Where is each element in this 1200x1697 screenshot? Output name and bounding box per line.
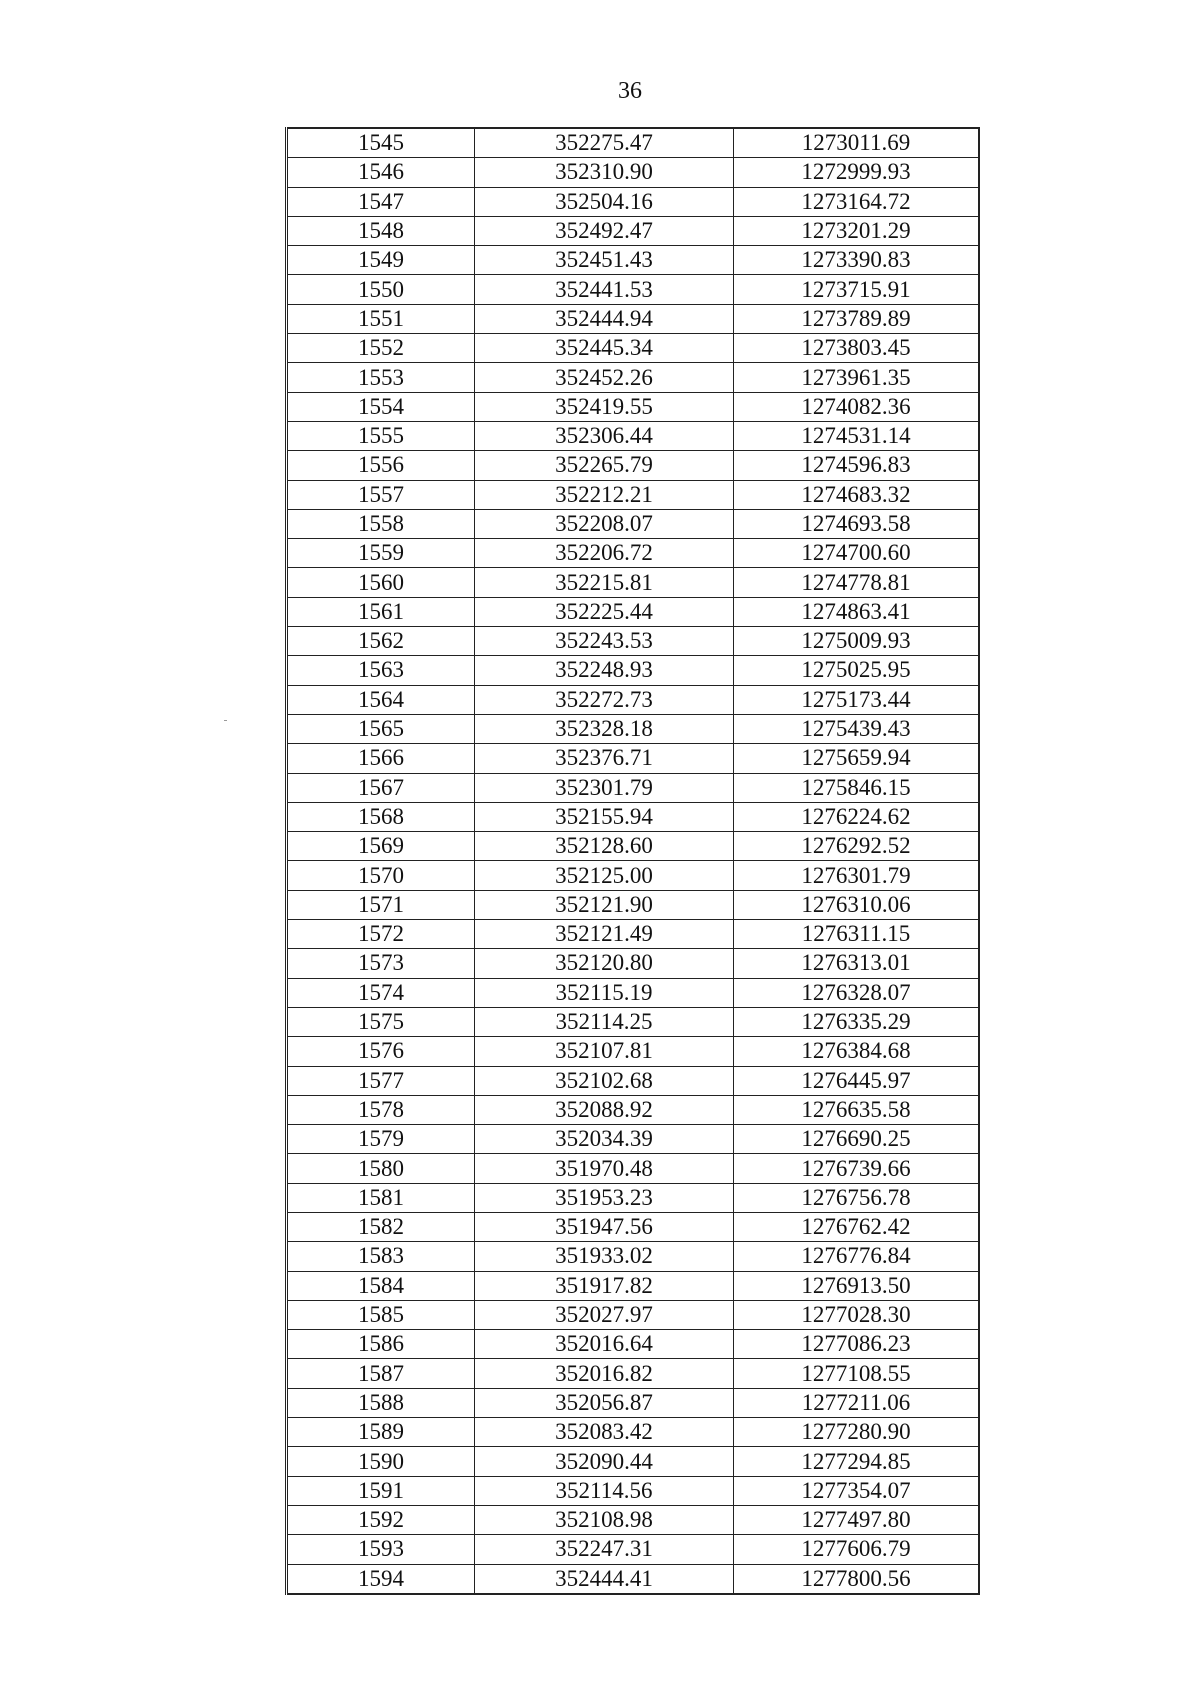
point-number-cell: 1564 [287,685,475,714]
x-coordinate-cell: 351917.82 [475,1271,734,1300]
x-coordinate-cell: 352016.64 [475,1330,734,1359]
scan-mark [224,720,227,721]
table-row [287,216,980,245]
y-coordinate-cell: 1277108.55 [734,1359,980,1388]
x-coordinate-cell: 352441.53 [475,275,734,304]
y-coordinate-cell: 1273715.91 [734,275,980,304]
table-row [287,714,980,743]
y-coordinate-cell: 1277028.30 [734,1300,980,1329]
point-number-cell: 1550 [287,275,475,304]
y-coordinate-cell: 1277086.23 [734,1330,980,1359]
table-row [287,1066,980,1095]
x-coordinate-cell: 352034.39 [475,1125,734,1154]
point-number-cell: 1546 [287,158,475,187]
point-number-cell: 1548 [287,216,475,245]
point-number-cell: 1565 [287,714,475,743]
coordinate-table [285,127,980,1595]
point-number-cell: 1593 [287,1535,475,1564]
table-row [287,1564,980,1594]
y-coordinate-cell: 1273201.29 [734,216,980,245]
x-coordinate-cell: 352444.94 [475,304,734,333]
x-coordinate-cell: 351970.48 [475,1154,734,1183]
x-coordinate-cell: 352248.93 [475,656,734,685]
x-coordinate-cell: 352056.87 [475,1388,734,1417]
point-number-cell: 1568 [287,802,475,831]
table-row [287,1300,980,1329]
x-coordinate-cell: 351953.23 [475,1183,734,1212]
point-number-cell: 1590 [287,1447,475,1476]
point-number-cell: 1576 [287,1037,475,1066]
x-coordinate-cell: 352419.55 [475,392,734,421]
y-coordinate-cell: 1276635.58 [734,1095,980,1124]
point-number-cell: 1589 [287,1418,475,1447]
x-coordinate-cell: 352208.07 [475,509,734,538]
x-coordinate-cell: 352225.44 [475,597,734,626]
table-row [287,1418,980,1447]
table-row [287,1476,980,1505]
table-row [287,1212,980,1241]
y-coordinate-cell: 1273011.69 [734,128,980,158]
y-coordinate-cell: 1277280.90 [734,1418,980,1447]
point-number-cell: 1552 [287,334,475,363]
y-coordinate-cell: 1274531.14 [734,421,980,450]
x-coordinate-cell: 352128.60 [475,832,734,861]
table-row [287,421,980,450]
table-row [287,128,980,158]
table-row [287,861,980,890]
x-coordinate-cell: 352376.71 [475,744,734,773]
x-coordinate-cell: 352027.97 [475,1300,734,1329]
table-row [287,978,980,1007]
y-coordinate-cell: 1276690.25 [734,1125,980,1154]
point-number-cell: 1553 [287,363,475,392]
x-coordinate-cell: 352306.44 [475,421,734,450]
x-coordinate-cell: 352301.79 [475,773,734,802]
table-row [287,246,980,275]
y-coordinate-cell: 1274596.83 [734,451,980,480]
table-row [287,627,980,656]
table-row [287,1125,980,1154]
point-number-cell: 1547 [287,187,475,216]
x-coordinate-cell: 352102.68 [475,1066,734,1095]
x-coordinate-cell: 352243.53 [475,627,734,656]
table-row [287,1183,980,1212]
y-coordinate-cell: 1275173.44 [734,685,980,714]
x-coordinate-cell: 352120.80 [475,949,734,978]
table-row [287,1505,980,1534]
point-number-cell: 1592 [287,1505,475,1534]
x-coordinate-cell: 352275.47 [475,128,734,158]
x-coordinate-cell: 352114.56 [475,1476,734,1505]
x-coordinate-cell: 352121.49 [475,920,734,949]
y-coordinate-cell: 1275659.94 [734,744,980,773]
page-number: 36 [618,78,642,104]
y-coordinate-cell: 1275009.93 [734,627,980,656]
table-row [287,597,980,626]
point-number-cell: 1591 [287,1476,475,1505]
point-number-cell: 1549 [287,246,475,275]
y-coordinate-cell: 1277294.85 [734,1447,980,1476]
point-number-cell: 1574 [287,978,475,1007]
table-row [287,275,980,304]
point-number-cell: 1558 [287,509,475,538]
point-number-cell: 1577 [287,1066,475,1095]
table-row [287,949,980,978]
x-coordinate-cell: 352452.26 [475,363,734,392]
point-number-cell: 1570 [287,861,475,890]
table-row [287,1037,980,1066]
y-coordinate-cell: 1276335.29 [734,1007,980,1036]
table-row [287,392,980,421]
table-row [287,1447,980,1476]
y-coordinate-cell: 1277211.06 [734,1388,980,1417]
y-coordinate-cell: 1276739.66 [734,1154,980,1183]
y-coordinate-cell: 1273961.35 [734,363,980,392]
x-coordinate-cell: 352125.00 [475,861,734,890]
x-coordinate-cell: 352107.81 [475,1037,734,1066]
x-coordinate-cell: 352444.41 [475,1564,734,1594]
table-row [287,363,980,392]
y-coordinate-cell: 1274693.58 [734,509,980,538]
y-coordinate-cell: 1276313.01 [734,949,980,978]
table-row [287,744,980,773]
table-row [287,451,980,480]
x-coordinate-cell: 351947.56 [475,1212,734,1241]
y-coordinate-cell: 1274778.81 [734,568,980,597]
y-coordinate-cell: 1276756.78 [734,1183,980,1212]
point-number-cell: 1554 [287,392,475,421]
y-coordinate-cell: 1276776.84 [734,1242,980,1271]
point-number-cell: 1575 [287,1007,475,1036]
point-number-cell: 1587 [287,1359,475,1388]
x-coordinate-cell: 352121.90 [475,890,734,919]
point-number-cell: 1561 [287,597,475,626]
table-row [287,1359,980,1388]
point-number-cell: 1555 [287,421,475,450]
y-coordinate-cell: 1276384.68 [734,1037,980,1066]
table-row [287,1535,980,1564]
table-row [287,656,980,685]
x-coordinate-cell: 352115.19 [475,978,734,1007]
point-number-cell: 1545 [287,128,475,158]
table-row [287,685,980,714]
point-number-cell: 1559 [287,539,475,568]
table-row [287,480,980,509]
table-row [287,1242,980,1271]
point-number-cell: 1563 [287,656,475,685]
y-coordinate-cell: 1276328.07 [734,978,980,1007]
y-coordinate-cell: 1277497.80 [734,1505,980,1534]
y-coordinate-cell: 1277606.79 [734,1535,980,1564]
point-number-cell: 1566 [287,744,475,773]
point-number-cell: 1571 [287,890,475,919]
point-number-cell: 1567 [287,773,475,802]
point-number-cell: 1581 [287,1183,475,1212]
y-coordinate-cell: 1274700.60 [734,539,980,568]
x-coordinate-cell: 352088.92 [475,1095,734,1124]
table-row [287,1271,980,1300]
y-coordinate-cell: 1276913.50 [734,1271,980,1300]
table-row [287,832,980,861]
table-row [287,187,980,216]
point-number-cell: 1578 [287,1095,475,1124]
y-coordinate-cell: 1274863.41 [734,597,980,626]
x-coordinate-cell: 352451.43 [475,246,734,275]
point-number-cell: 1562 [287,627,475,656]
x-coordinate-cell: 352445.34 [475,334,734,363]
x-coordinate-cell: 352247.31 [475,1535,734,1564]
table-row [287,334,980,363]
y-coordinate-cell: 1274683.32 [734,480,980,509]
x-coordinate-cell: 352206.72 [475,539,734,568]
point-number-cell: 1584 [287,1271,475,1300]
point-number-cell: 1586 [287,1330,475,1359]
point-number-cell: 1582 [287,1212,475,1241]
y-coordinate-cell: 1276310.06 [734,890,980,919]
table-row [287,1388,980,1417]
y-coordinate-cell: 1277354.07 [734,1476,980,1505]
y-coordinate-cell: 1274082.36 [734,392,980,421]
y-coordinate-cell: 1273390.83 [734,246,980,275]
point-number-cell: 1556 [287,451,475,480]
x-coordinate-cell: 352090.44 [475,1447,734,1476]
point-number-cell: 1580 [287,1154,475,1183]
table-row [287,802,980,831]
x-coordinate-cell: 352108.98 [475,1505,734,1534]
point-number-cell: 1573 [287,949,475,978]
y-coordinate-cell: 1275025.95 [734,656,980,685]
table-row [287,1154,980,1183]
table-row [287,304,980,333]
y-coordinate-cell: 1275439.43 [734,714,980,743]
table-row [287,158,980,187]
x-coordinate-cell: 352504.16 [475,187,734,216]
y-coordinate-cell: 1275846.15 [734,773,980,802]
y-coordinate-cell: 1276445.97 [734,1066,980,1095]
point-number-cell: 1557 [287,480,475,509]
y-coordinate-cell: 1276311.15 [734,920,980,949]
y-coordinate-cell: 1273789.89 [734,304,980,333]
x-coordinate-cell: 351933.02 [475,1242,734,1271]
table-row [287,890,980,919]
table-row [287,509,980,538]
table-row [287,1330,980,1359]
table-row [287,1095,980,1124]
y-coordinate-cell: 1273164.72 [734,187,980,216]
x-coordinate-cell: 352265.79 [475,451,734,480]
y-coordinate-cell: 1277800.56 [734,1564,980,1594]
table-row [287,568,980,597]
x-coordinate-cell: 352215.81 [475,568,734,597]
y-coordinate-cell: 1273803.45 [734,334,980,363]
x-coordinate-cell: 352310.90 [475,158,734,187]
x-coordinate-cell: 352328.18 [475,714,734,743]
point-number-cell: 1551 [287,304,475,333]
y-coordinate-cell: 1272999.93 [734,158,980,187]
y-coordinate-cell: 1276224.62 [734,802,980,831]
x-coordinate-cell: 352272.73 [475,685,734,714]
table-row [287,1007,980,1036]
point-number-cell: 1594 [287,1564,475,1594]
coordinate-table-body [287,128,980,1594]
point-number-cell: 1572 [287,920,475,949]
point-number-cell: 1579 [287,1125,475,1154]
y-coordinate-cell: 1276301.79 [734,861,980,890]
x-coordinate-cell: 352114.25 [475,1007,734,1036]
x-coordinate-cell: 352492.47 [475,216,734,245]
point-number-cell: 1560 [287,568,475,597]
table-row [287,920,980,949]
x-coordinate-cell: 352212.21 [475,480,734,509]
y-coordinate-cell: 1276762.42 [734,1212,980,1241]
point-number-cell: 1583 [287,1242,475,1271]
x-coordinate-cell: 352155.94 [475,802,734,831]
point-number-cell: 1569 [287,832,475,861]
point-number-cell: 1588 [287,1388,475,1417]
y-coordinate-cell: 1276292.52 [734,832,980,861]
x-coordinate-cell: 352083.42 [475,1418,734,1447]
x-coordinate-cell: 352016.82 [475,1359,734,1388]
table-row [287,539,980,568]
point-number-cell: 1585 [287,1300,475,1329]
table-row [287,773,980,802]
